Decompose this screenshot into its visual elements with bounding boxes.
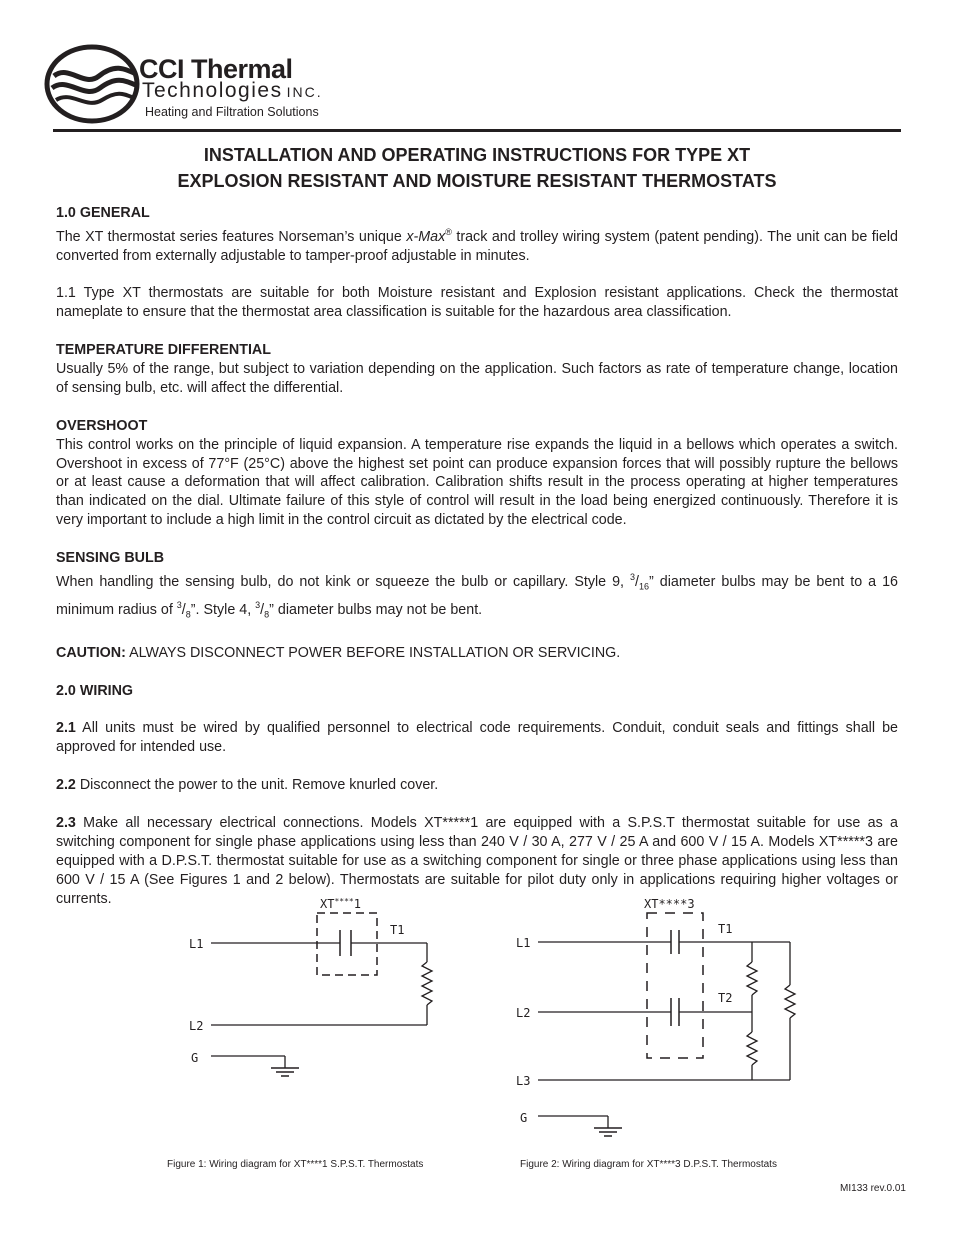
figure-2-l2-label: L2 xyxy=(516,1006,531,1020)
general-paragraph-2: 1.1 Type XT thermostats are suitable for both Moisture resistant and Explosion resistant applications. Check the thermostat nameplate to ensure that the thermostat area classification is suitable for the hazardous area classification. xyxy=(56,285,898,321)
sensing-bulb-paragraph: When handling the sensing bulb, do not kink or squeeze the bulb or capillary. Style 9, $^3/_{16}$” diameter bulbs may be bent to a 16 minimum radius of $^3/_8$”. Style 4, $^3/_8$” diameter bulbs may not be bent. xyxy=(56,571,898,621)
fraction-denominator: 8 xyxy=(264,610,270,621)
section-heading-differential: TEMPERATURE DIFFERENTIAL xyxy=(56,342,271,359)
figure-2-t2-label: T2 xyxy=(718,991,733,1005)
heater-resistor xyxy=(747,962,757,995)
brand-sub: Technologies xyxy=(142,79,283,102)
thermostat-dashed-box xyxy=(317,913,377,975)
fraction-numerator: 3 xyxy=(176,600,182,611)
caution-paragraph xyxy=(56,644,898,663)
revision-label: MI133 rev.0.01 xyxy=(840,1183,906,1194)
figure-1-wiring-diagram xyxy=(185,890,445,1090)
figure-1-caption: Figure 1: Wiring diagram for XT****1 S.P.S.T. Thermostats xyxy=(167,1159,424,1170)
heater-resistor xyxy=(785,985,795,1018)
brand-name: CCI Thermal xyxy=(139,54,293,84)
wiring-step-2-1 xyxy=(56,719,898,757)
brand-inc: INC. xyxy=(286,84,323,100)
fraction-denominator: 8 xyxy=(185,610,191,621)
heater-resistor xyxy=(747,1032,757,1065)
bulb-text-c: ”. Style 4, xyxy=(190,602,256,619)
figure-2-wiring-diagram xyxy=(512,890,812,1155)
figure-1-t1-label: T1 xyxy=(390,923,405,937)
fraction-numerator: 3 xyxy=(630,571,636,582)
caution-text: ALWAYS DISCONNECT POWER BEFORE INSTALLATION OR SERVICING. xyxy=(125,644,621,661)
figure-1-g-label: G xyxy=(191,1051,199,1065)
section-heading-sensing-bulb: SENSING BULB xyxy=(56,550,165,567)
differential-paragraph: Usually 5% of the range, but subject to variation depending on the application. Such factors as rate of temperature change, location of sensing bulb, etc. will affect the differential. xyxy=(56,360,898,396)
step-number: 2.3 xyxy=(56,814,76,831)
registered-mark: ® xyxy=(445,226,452,237)
section-heading-general: 1.0 GENERAL xyxy=(56,205,150,221)
step-text: All units must be wired by qualified personnel to electrical code requirements. Conduit, conduit seals and fittings shall be approved for intended use. xyxy=(56,720,898,756)
step-number: 2.2 xyxy=(56,777,76,794)
figure-2-box-label: XT****3 xyxy=(644,897,695,911)
fraction-denominator: 16 xyxy=(639,581,650,592)
header-divider xyxy=(53,129,901,132)
thermostat-dashed-box xyxy=(647,913,703,1058)
figure-2-caption: Figure 2: Wiring diagram for XT****3 D.P.S.T. Thermostats xyxy=(520,1159,777,1170)
overshoot-paragraph: This control works on the principle of liquid expansion. A temperature rise expands the liquid in a bellows which operates a switch. Overshoot in excess of 77°F (25°C) above the highest set point can produce expansion forces that will possibly rupture the bellows or at least cause a deformation that will affect calibration. Calibration shifts result in the process operating at higher temperatures than indicated on the dial. Ultimate failure of this style of control will result in the load being energized continuously. Therefore it is very important to include a high limit in the control circuit as dictated by the electrical code. xyxy=(56,436,898,529)
step-text: Disconnect the power to the unit. Remove knurled cover. xyxy=(75,777,439,794)
figure-2-l1-label: L1 xyxy=(516,936,531,950)
caution-label: CAUTION: xyxy=(56,644,126,661)
heater-resistor xyxy=(422,962,432,1005)
logo-wave-icon xyxy=(44,44,140,124)
bulb-text-b: ” diameter bulbs may be bent to a 16 minimum radius of xyxy=(56,573,898,619)
figure-2-g-label: G xyxy=(520,1111,528,1125)
document-body xyxy=(56,204,898,909)
figure-2-t1-label: T1 xyxy=(718,922,733,936)
bulb-text-d: ” diameter bulbs may not be bent. xyxy=(269,602,483,619)
general-p1-text-b: track and trolley wiring system (patent pending). The unit can be field converted from externally adjustable to tamper-proof adjustable in minutes. xyxy=(56,228,898,264)
general-p1-text-a: The XT thermostat series features Norseman’s unique xyxy=(56,228,407,245)
section-heading-overshoot: OVERSHOOT xyxy=(56,417,148,434)
bulb-text-a: When handling the sensing bulb, do not kink or squeeze the bulb or capillary. Style 9, xyxy=(56,573,630,590)
figure-1-l2-label: L2 xyxy=(189,1019,204,1033)
step-number: 2.1 xyxy=(56,720,76,737)
wiring-step-2-2 xyxy=(56,776,898,795)
fraction-numerator: 3 xyxy=(255,600,261,611)
figure-1-box-label: XT****1 xyxy=(320,897,361,911)
document-title-line1: INSTALLATION AND OPERATING INSTRUCTIONS FOR TYPE XT xyxy=(203,145,751,165)
general-paragraph-1 xyxy=(56,223,898,266)
xmax-term: x-Max xyxy=(406,228,446,245)
company-logo xyxy=(44,44,364,124)
section-heading-wiring: 2.0 WIRING xyxy=(56,682,134,699)
brand-tagline: Heating and Filtration Solutions xyxy=(145,105,319,119)
step-text: Make all necessary electrical connections. Models XT*****1 are equipped with a S.P.S.T thermostat suitable for use as a switching component for single phase applications using less than 240 V / 30 A, 277 V / 25 A and 600 V / 15 A. Models XT*****3 are equipped with a D.P.S.T. thermostat suitable for use as a switching component for single or three phase applications using less than 600 V / 15 A (See Figures 1 and 2 below). Thermostats are suitable for pilot duty only in applications requiring higher voltages or currents. xyxy=(56,814,898,907)
brand-subtitle xyxy=(142,79,323,103)
document-title-line2: EXPLOSION RESISTANT AND MOISTURE RESISTANT THERMOSTATS xyxy=(177,171,777,191)
figure-2-l3-label: L3 xyxy=(516,1074,531,1088)
figure-1-l1-label: L1 xyxy=(189,937,204,951)
